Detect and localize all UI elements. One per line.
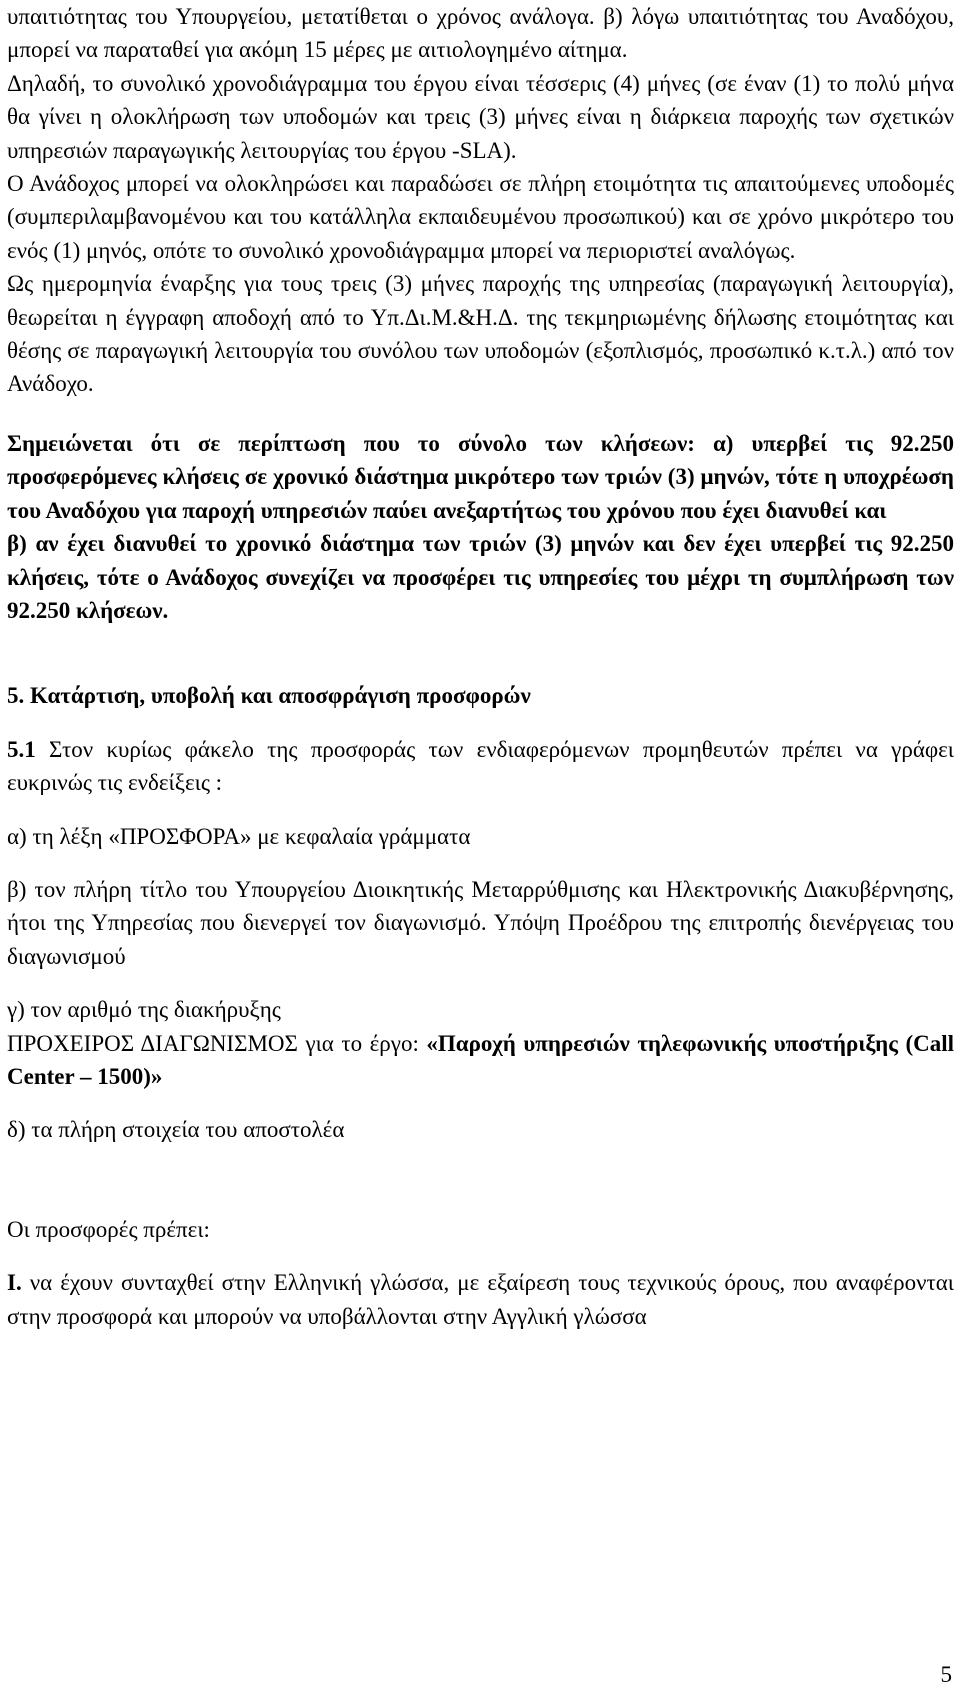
section-heading: 5. Κατάρτιση, υποβολή και αποσφράγιση προσφορών	[7, 683, 531, 709]
offers-lead: Οι προσφορές πρέπει:	[7, 1216, 210, 1242]
item-a: α) τη λέξη «ΠΡΟΣΦΟΡΑ» με κεφαλαία γράμματα	[7, 823, 471, 849]
note-calls-b: β) αν έχει διανυθεί το χρονικό διάστημα των τριών (3) μηνών και δεν έχει υπερβεί τις 92.250 κλήσεις, τότε ο Ανάδοχος συνεχίζει να προσφέρει τις υπηρεσίες του μέχρι τη συμπλήρωση των 92.250 κλήσεων.	[7, 531, 954, 623]
offers-item-text: να έχουν συνταχθεί στην Ελληνική γλώσσα, με εξαίρεση τους τεχνικούς όρους, που αναφέρονται στην προσφορά και μπορούν να υποβάλλονται στην Αγγλική γλώσσα	[7, 1270, 954, 1329]
section-text: Στον κυρίως φάκελο της προσφοράς των ενδιαφερόμενων προμηθευτών πρέπει να γράφει ευκρινώς τις ενδείξεις :	[7, 736, 954, 796]
note-calls-a: Σημειώνεται ότι σε περίπτωση που το σύνολο των κλήσεων: α) υπερβεί τις 92.250 προσφερόμενες κλήσεις σε χρονικό διάστημα μικρότερο των τριών (3) μηνών, τότε η υποχρέωση του Αναδόχου για παροχή υπηρεσιών παύει ανεξαρτήτως του χρόνου που έχει διανυθεί και	[7, 430, 954, 523]
section-number: 5.1	[7, 736, 36, 762]
paragraph-5-1	[7, 733, 954, 800]
paragraph-start-date: Ως ημερομηνία έναρξης για τους τρεις (3) μήνες παροχής της υπηρεσίας (παραγωγική λειτουργία), θεωρείται η έγγραφη αποδοχή από το Υπ.Δι.Μ.&Η.Δ. της τεκμηριωμένης δήλωσης ετοιμότητας και θέσης σε παραγωγική λειτουργία του συνόλου των υποδομών (εξοπλισμός, προσωπικό κ.τ.λ.) από τον Ανάδοχο.	[7, 271, 954, 397]
item-c: γ) τον αριθμό της διακήρυξης	[7, 997, 281, 1023]
item-c-detail	[7, 1027, 954, 1094]
offers-item-i	[7, 1266, 954, 1333]
item-b: β) τον πλήρη τίτλο του Υπουργείου Διοικητικής Μεταρρύθμισης και Ηλεκτρονικής Διακυβέρνησης, ήτοι της Υπηρεσίας που διενεργεί τον διαγωνισμό. Υπόψη Προέδρου της επιτροπής διενέργειας του διαγωνισμού	[7, 876, 954, 969]
page-number: 5	[940, 1661, 952, 1687]
paragraph-delay: υπαιτιότητας του Υπουργείου, μετατίθεται ο χρόνος ανάλογα. β) λόγω υπαιτιότητας του Αναδόχου, μπορεί να παραταθεί για ακόμη 15 μέρες με αιτιολογημένο αίτημα.	[7, 4, 954, 63]
tender-label: ΠΡΟΧΕΙΡΟΣ ΔΙΑΓΩΝΙΣΜΟΣ για το έργο:	[7, 1030, 427, 1056]
document-page	[7, 0, 954, 1333]
item-d: δ) τα πλήρη στοιχεία του αποστολέα	[7, 1117, 345, 1143]
tender-title: «Παροχή υπηρεσιών τηλεφωνικής υποστήριξης (Call Center – 1500)»	[7, 1030, 954, 1089]
paragraph-schedule: Δηλαδή, το συνολικό χρονοδιάγραμμα του έργου είναι τέσσερις (4) μήνες (σε έναν (1) το πολύ μήνα θα γίνει η ολοκλήρωση των υποδομών και τρεις (3) μήνες είναι η διάρκεια παροχής των σχετικών υπηρεσιών παραγωγικής λειτουργίας του έργου -SLA).	[7, 70, 954, 163]
offers-item-number: Ι.	[7, 1270, 22, 1296]
paragraph-early-completion: Ο Ανάδοχος μπορεί να ολοκληρώσει και παραδώσει σε πλήρη ετοιμότητα τις απαιτούμενες υποδομές (συμπεριλαμβανομένου και του κατάλληλα εκπαιδευμένου προσωπικού) και σε χρόνο μικρότερο του ενός (1) μηνός, οπότε το συνολικό χρονοδιάγραμμα μπορεί να περιοριστεί αναλόγως.	[7, 171, 954, 263]
